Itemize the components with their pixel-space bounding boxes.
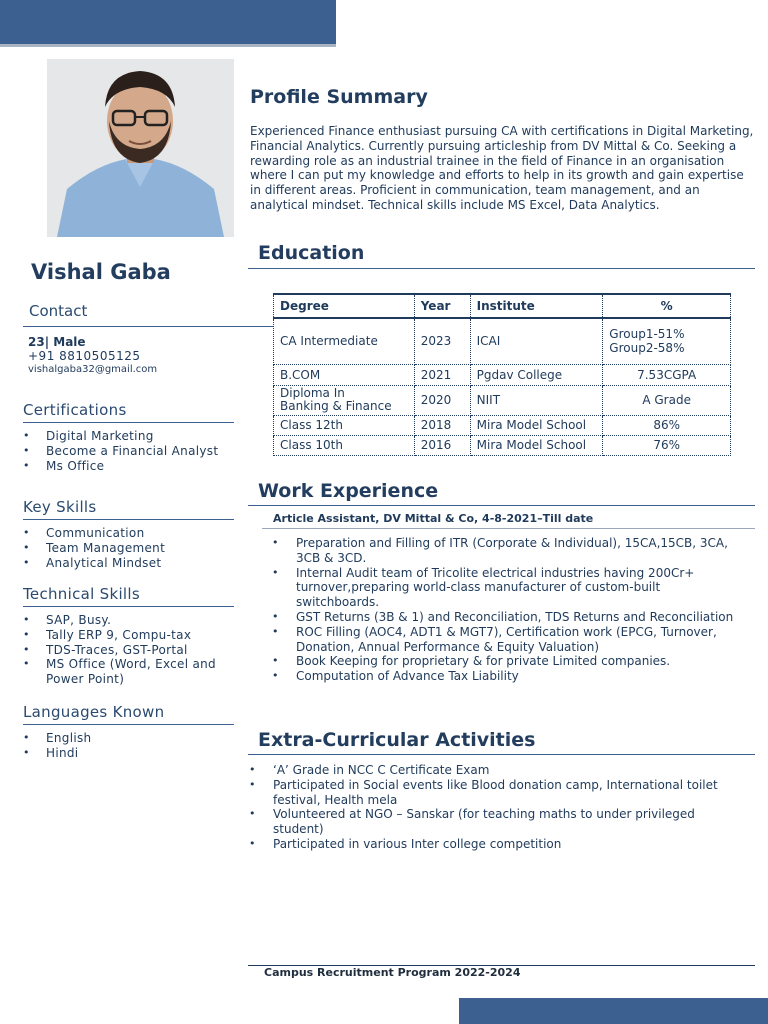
list-item: • Communication: [23, 526, 234, 541]
list-item: • Digital Marketing: [23, 429, 234, 444]
work-experience-list: [272, 536, 742, 684]
profile-summary-heading: Profile Summary: [250, 86, 428, 108]
languages-list: [23, 731, 234, 761]
year-cell: 2020: [414, 385, 470, 415]
list-item: • Analytical Mindset: [23, 556, 234, 571]
score-cell: 76%: [603, 435, 731, 455]
profile-summary-text: Experienced Finance enthusiast pursuing CA with certifications in Digital Marketing, Financial Analytics. Currently pursuing articleship from DV Mittal & Co. Seeking a rewarding role as an industrial trainee in the field of Finance in an organisation where I can put my knowledge and efforts to help in its growth and gain expertise in different areas. Proficient in communication, team management, and an analytical mindset. Technical skills include MS Excel, Data Analytics.: [250, 124, 754, 212]
list-item: • ‘A’ Grade in NCC C Certificate Exam: [249, 763, 749, 778]
job-title: Article Assistant, DV Mittal & Co, 4-8-2021–Till date: [273, 512, 594, 525]
list-item: • Hindi: [23, 746, 234, 761]
table-row: [274, 364, 731, 385]
key-skills-heading: Key Skills: [23, 498, 234, 520]
degree-cell: Class 10th: [274, 435, 415, 455]
column-header-year: Year: [414, 294, 470, 318]
column-header-percent: %: [603, 294, 731, 318]
contact-phone: +91 8810505125: [28, 349, 141, 363]
candidate-name: Vishal Gaba: [31, 260, 171, 284]
table-row: [274, 385, 731, 415]
work-experience-heading: Work Experience: [258, 480, 439, 502]
table-row: [274, 415, 731, 435]
degree-cell: CA Intermediate: [274, 318, 415, 364]
header-accent-bar: [0, 0, 336, 47]
list-item: • Participated in Social events like Blood donation camp, International toilet festival, Health mela: [249, 778, 749, 808]
languages-section: [23, 703, 234, 761]
list-item: • ROC Filling (AOC4, ADT1 & MGT7), Certification work (EPCG, Turnover, Donation, Annual Performance & Equity Valuation): [272, 625, 742, 655]
education-heading: Education: [258, 242, 365, 264]
work-experience-divider: [248, 505, 755, 506]
degree-line: Banking & Finance: [280, 399, 392, 413]
certifications-list: [23, 429, 234, 473]
year-cell: 2016: [414, 435, 470, 455]
score-cell: 7.53CGPA: [603, 364, 731, 385]
score-cell: A Grade: [603, 385, 731, 415]
table-row: [274, 435, 731, 455]
profile-photo: [47, 59, 234, 237]
extra-curricular-list: [249, 763, 749, 852]
certifications-section: [23, 401, 234, 473]
key-skills-list: [23, 526, 234, 570]
score-cell: [603, 318, 731, 364]
institute-cell: Mira Model School: [470, 435, 603, 455]
year-cell: 2021: [414, 364, 470, 385]
degree-cell: Class 12th: [274, 415, 415, 435]
certifications-heading: Certifications: [23, 401, 234, 423]
column-header-degree: Degree: [274, 294, 415, 318]
score-line: Group1-51%: [609, 327, 685, 342]
column-header-institute: Institute: [470, 294, 603, 318]
year-cell: 2023: [414, 318, 470, 364]
footer-accent-bar: [459, 998, 768, 1024]
technical-skills-list: [23, 613, 234, 687]
key-skills-section: [23, 498, 234, 570]
list-item: • Computation of Advance Tax Liability: [272, 669, 742, 684]
list-item: • Preparation and Filling of ITR (Corporate & Individual), 15CA,15CB, 3CA, 3CB & 3CD.: [272, 536, 742, 566]
list-item: • SAP, Busy.: [23, 613, 234, 628]
institute-cell: ICAI: [470, 318, 603, 364]
table-row: [274, 318, 731, 364]
list-item: • Ms Office: [23, 459, 234, 474]
list-item: • Book Keeping for proprietary & for private Limited companies.: [272, 654, 742, 669]
contact-divider: [23, 326, 273, 327]
list-item: • Tally ERP 9, Compu-tax: [23, 628, 234, 643]
list-item: • Become a Financial Analyst: [23, 444, 234, 459]
institute-cell: Mira Model School: [470, 415, 603, 435]
degree-cell: [274, 385, 415, 415]
contact-heading: Contact: [29, 302, 88, 320]
list-item: • MS Office (Word, Excel and Power Point): [23, 657, 234, 687]
extra-curricular-heading: Extra-Curricular Activities: [258, 729, 536, 751]
list-item: • Participated in various Inter college competition: [249, 837, 749, 852]
list-item: • TDS-Traces, GST-Portal: [23, 643, 234, 658]
job-title-divider: [262, 528, 755, 529]
contact-email: vishalgaba32@gmail.com: [28, 364, 158, 375]
technical-skills-section: [23, 585, 234, 687]
list-item: • Team Management: [23, 541, 234, 556]
contact-age-gender: 23| Male: [28, 335, 86, 349]
year-cell: 2018: [414, 415, 470, 435]
institute-cell: NIIT: [470, 385, 603, 415]
institute-cell: Pgdav College: [470, 364, 603, 385]
list-item: • Internal Audit team of Tricolite electrical industries having 200Cr+ turnover,preparing world-class manufacturer of custom-built switchboards.: [272, 566, 742, 610]
education-table: [273, 293, 731, 456]
technical-skills-heading: Technical Skills: [23, 585, 234, 607]
footer-text: Campus Recruitment Program 2022-2024: [264, 966, 521, 979]
list-item: • Volunteered at NGO – Sanskar (for teaching maths to under privileged student): [249, 807, 749, 837]
extra-curricular-divider: [248, 754, 755, 755]
languages-heading: Languages Known: [23, 703, 234, 725]
list-item: • English: [23, 731, 234, 746]
score-cell: 86%: [603, 415, 731, 435]
list-item: • GST Returns (3B & 1) and Reconciliation, TDS Returns and Reconciliation: [272, 610, 742, 625]
degree-line: Diploma In: [280, 386, 345, 400]
degree-cell: B.COM: [274, 364, 415, 385]
table-header-row: [274, 294, 731, 318]
education-divider: [248, 268, 755, 269]
score-line: Group2-58%: [609, 341, 685, 356]
